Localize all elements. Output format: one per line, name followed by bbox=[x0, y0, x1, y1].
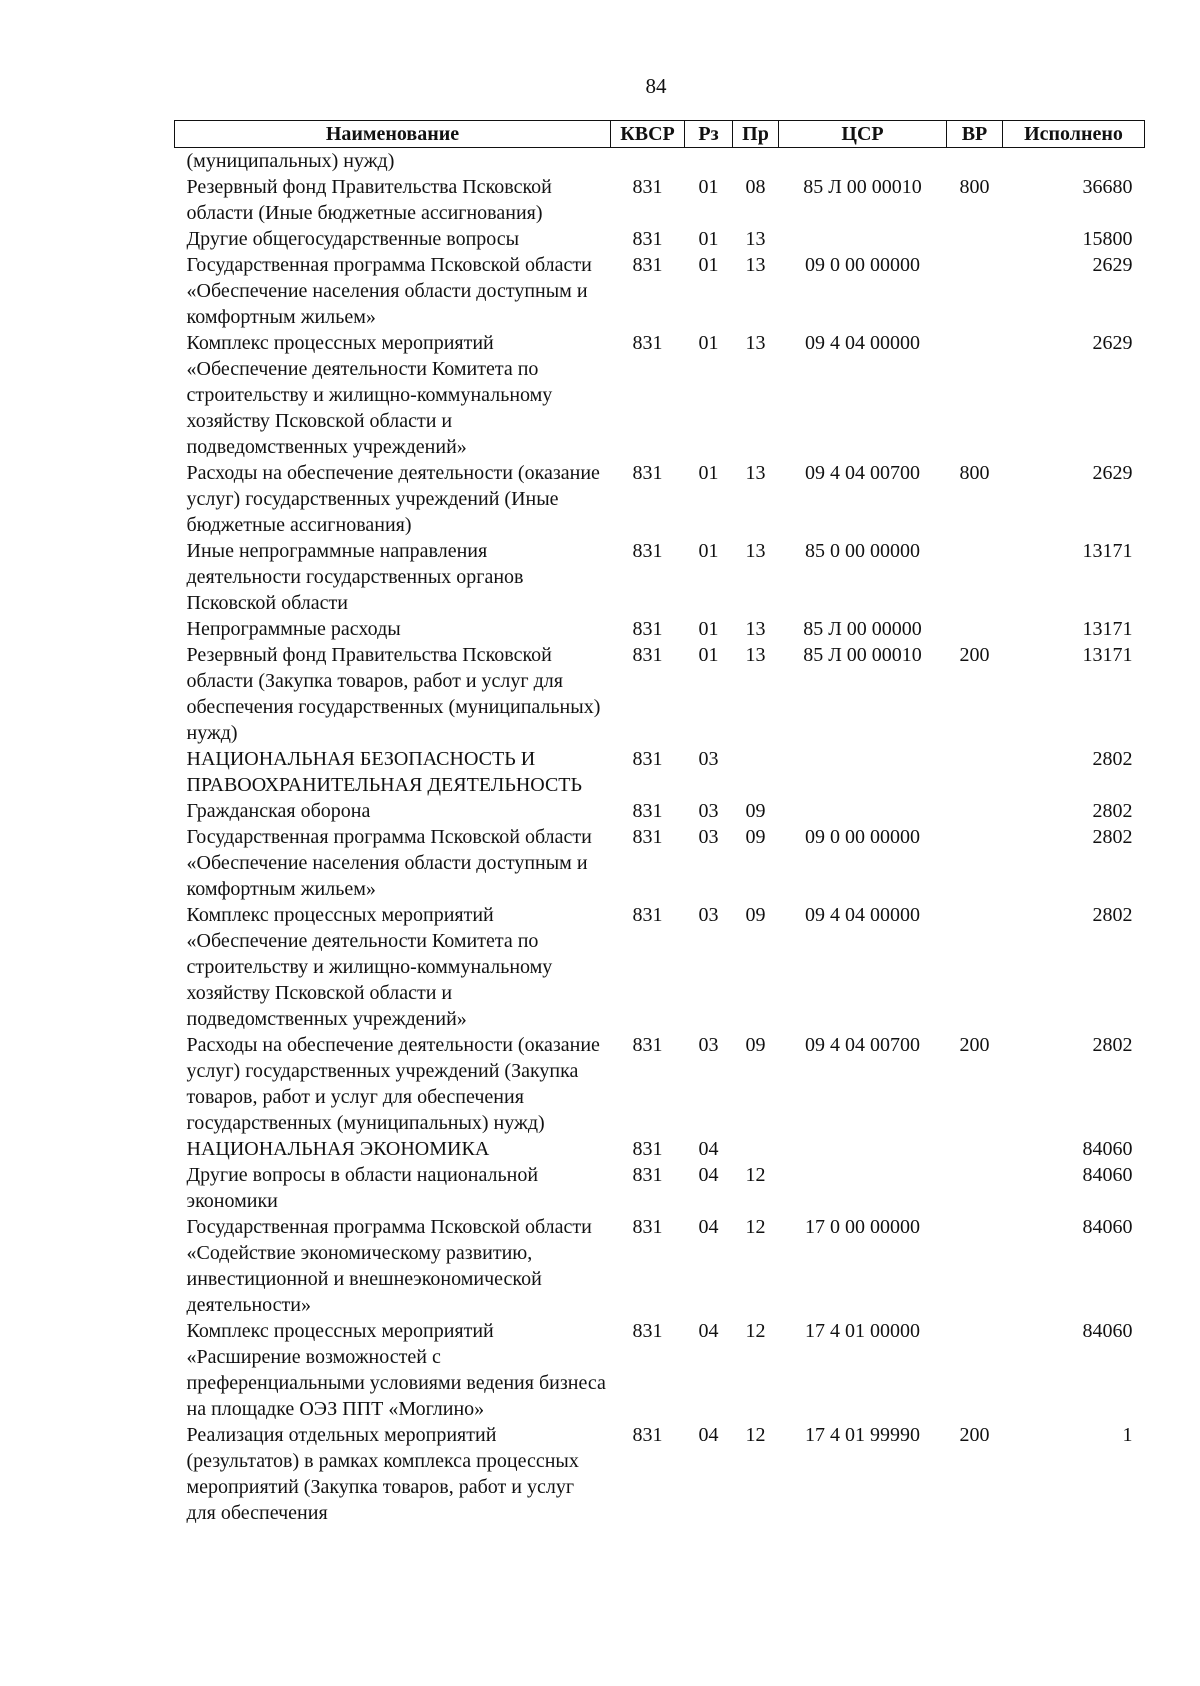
cell-done: 36680 bbox=[1082, 176, 1133, 198]
cell-rz: 01 bbox=[698, 462, 719, 484]
cell-name: Комплекс процессных мероприятий «Обеспечение деятельности Комитета по строительству и жилищно-коммунальному хозяйству Псковской области и подведомственных учреждений» bbox=[186, 904, 553, 1030]
cell-csr bbox=[779, 1162, 947, 1214]
cell-vr: 200 bbox=[959, 644, 990, 666]
cell-rz: 03 bbox=[698, 800, 719, 822]
cell-kvsr: 831 bbox=[632, 332, 663, 354]
cell-kvsr: 831 bbox=[632, 1320, 663, 1342]
cell-vr bbox=[947, 616, 1003, 642]
cell-kvsr: 831 bbox=[632, 176, 663, 198]
cell-name: Иные непрограммные направления деятельности государственных органов Псковской области bbox=[186, 540, 524, 614]
cell-kvsr: 831 bbox=[632, 644, 663, 666]
cell-rz: 03 bbox=[698, 826, 719, 848]
cell-name: Расходы на обеспечение деятельности (оказание услуг) государственных учреждений (Закупка товаров, работ и услуг для обеспечения государственных (муниципальных) нужд) bbox=[186, 1034, 600, 1134]
cell-csr: 09 0 00 00000 bbox=[805, 826, 920, 848]
cell-name: Государственная программа Псковской области «Обеспечение населения области доступным и комфортным жильем» bbox=[186, 826, 592, 900]
cell-rz: 03 bbox=[698, 904, 719, 926]
cell-csr: 09 4 04 00700 bbox=[805, 462, 920, 484]
cell-pr: 12 bbox=[745, 1424, 766, 1446]
table-row bbox=[175, 1162, 1145, 1214]
cell-rz: 04 bbox=[698, 1424, 719, 1446]
cell-name: Другие вопросы в области национальной экономики bbox=[186, 1164, 539, 1212]
cell-kvsr: 831 bbox=[632, 1216, 663, 1238]
cell-name: Государственная программа Псковской области «Содействие экономическому развитию, инвестиционной и внешнеэкономической деятельности» bbox=[186, 1216, 592, 1316]
cell-name: Расходы на обеспечение деятельности (оказание услуг) государственных учреждений (Иные бюджетные ассигнования) bbox=[186, 462, 600, 536]
table-row bbox=[175, 174, 1145, 226]
cell-pr bbox=[733, 148, 779, 175]
cell-pr: 13 bbox=[745, 540, 766, 562]
cell-csr: 09 4 04 00700 bbox=[805, 1034, 920, 1056]
cell-rz: 01 bbox=[698, 228, 719, 250]
cell-csr: 85 Л 00 00000 bbox=[803, 618, 922, 640]
cell-name: Резервный фонд Правительства Псковской области (Иные бюджетные ассигнования) bbox=[186, 176, 552, 224]
cell-vr bbox=[947, 148, 1003, 175]
cell-done: 84060 bbox=[1082, 1320, 1133, 1342]
header-done: Исполнено bbox=[1003, 121, 1145, 148]
budget-table bbox=[174, 120, 1145, 1526]
cell-vr bbox=[947, 1162, 1003, 1214]
cell-kvsr: 831 bbox=[632, 1164, 663, 1186]
cell-kvsr: 831 bbox=[632, 748, 663, 770]
cell-rz: 04 bbox=[698, 1164, 719, 1186]
cell-rz: 03 bbox=[698, 748, 719, 770]
cell-vr bbox=[947, 330, 1003, 460]
table-body bbox=[175, 148, 1145, 1527]
table-row bbox=[175, 798, 1145, 824]
cell-vr bbox=[947, 824, 1003, 902]
cell-name: Непрограммные расходы bbox=[186, 618, 401, 640]
cell-pr: 12 bbox=[745, 1164, 766, 1186]
cell-name: Гражданская оборона bbox=[186, 800, 371, 822]
cell-kvsr: 831 bbox=[632, 904, 663, 926]
cell-done: 84060 bbox=[1082, 1164, 1133, 1186]
cell-pr: 13 bbox=[745, 254, 766, 276]
cell-csr: 17 0 00 00000 bbox=[805, 1216, 920, 1238]
cell-done bbox=[1003, 148, 1145, 175]
cell-pr: 12 bbox=[745, 1320, 766, 1342]
cell-done: 13171 bbox=[1082, 618, 1133, 640]
cell-csr: 17 4 01 00000 bbox=[805, 1320, 920, 1342]
table-row bbox=[175, 1214, 1145, 1318]
table-row bbox=[175, 460, 1145, 538]
table-header-row bbox=[175, 121, 1145, 148]
cell-kvsr: 831 bbox=[632, 1424, 663, 1446]
table-row bbox=[175, 1136, 1145, 1162]
table-row bbox=[175, 642, 1145, 746]
cell-kvsr: 831 bbox=[632, 1138, 663, 1160]
cell-rz: 04 bbox=[698, 1138, 719, 1160]
cell-csr: 09 4 04 00000 bbox=[805, 904, 920, 926]
table-row bbox=[175, 1032, 1145, 1136]
cell-vr bbox=[947, 746, 1003, 798]
cell-done: 2802 bbox=[1092, 826, 1133, 848]
cell-vr bbox=[947, 226, 1003, 252]
cell-pr: 13 bbox=[745, 644, 766, 666]
cell-kvsr: 831 bbox=[632, 826, 663, 848]
cell-name: Комплекс процессных мероприятий «Расширение возможностей с преференциальными условиями ведения бизнеса на площадке ОЭЗ ППТ «Моглино» bbox=[186, 1320, 606, 1420]
cell-done: 2629 bbox=[1092, 332, 1133, 354]
cell-vr: 200 bbox=[959, 1424, 990, 1446]
cell-vr bbox=[947, 1214, 1003, 1318]
cell-done: 13171 bbox=[1082, 540, 1133, 562]
header-vr: ВР bbox=[947, 121, 1003, 148]
cell-rz: 03 bbox=[698, 1034, 719, 1056]
cell-name: НАЦИОНАЛЬНАЯ БЕЗОПАСНОСТЬ И ПРАВООХРАНИТЕЛЬНАЯ ДЕЯТЕЛЬНОСТЬ bbox=[186, 748, 582, 796]
cell-rz bbox=[685, 148, 733, 175]
cell-done: 1 bbox=[1122, 1424, 1133, 1446]
cell-rz: 01 bbox=[698, 254, 719, 276]
table-row bbox=[175, 902, 1145, 1032]
cell-pr: 13 bbox=[745, 332, 766, 354]
cell-vr: 200 bbox=[959, 1034, 990, 1056]
cell-kvsr bbox=[611, 148, 685, 175]
header-kvsr: КВСР bbox=[611, 121, 685, 148]
cell-pr: 13 bbox=[745, 228, 766, 250]
cell-done: 2802 bbox=[1092, 800, 1133, 822]
cell-vr bbox=[947, 252, 1003, 330]
header-rz: Рз bbox=[685, 121, 733, 148]
cell-vr bbox=[947, 798, 1003, 824]
cell-csr bbox=[779, 746, 947, 798]
cell-name: Другие общегосударственные вопросы bbox=[186, 228, 520, 250]
cell-csr bbox=[779, 1136, 947, 1162]
cell-kvsr: 831 bbox=[632, 800, 663, 822]
cell-pr: 09 bbox=[745, 826, 766, 848]
cell-name: Резервный фонд Правительства Псковской области (Закупка товаров, работ и услуг для обеспечения государственных (муниципальных) нужд) bbox=[186, 644, 601, 744]
cell-csr: 85 Л 00 00010 bbox=[803, 644, 922, 666]
table-row bbox=[175, 538, 1145, 616]
table-row bbox=[175, 252, 1145, 330]
cell-kvsr: 831 bbox=[632, 618, 663, 640]
cell-csr bbox=[779, 798, 947, 824]
table-row bbox=[175, 226, 1145, 252]
table-row bbox=[175, 1318, 1145, 1422]
cell-name: (муниципальных) нужд) bbox=[186, 150, 395, 172]
cell-csr bbox=[779, 226, 947, 252]
cell-pr: 08 bbox=[745, 176, 766, 198]
cell-kvsr: 831 bbox=[632, 228, 663, 250]
cell-pr: 09 bbox=[745, 1034, 766, 1056]
page-number: 84 bbox=[645, 74, 667, 98]
cell-done: 15800 bbox=[1082, 228, 1133, 250]
cell-pr: 09 bbox=[745, 904, 766, 926]
cell-csr: 85 Л 00 00010 bbox=[803, 176, 922, 198]
cell-vr bbox=[947, 902, 1003, 1032]
header-csr: ЦСР bbox=[779, 121, 947, 148]
cell-vr bbox=[947, 1318, 1003, 1422]
cell-name: Государственная программа Псковской области «Обеспечение населения области доступным и комфортным жильем» bbox=[186, 254, 592, 328]
cell-pr: 09 bbox=[745, 800, 766, 822]
table-row bbox=[175, 824, 1145, 902]
cell-name: Реализация отдельных мероприятий (результатов) в рамках комплекса процессных мероприятий (Закупка товаров, работ и услуг для обеспечения bbox=[186, 1424, 579, 1524]
cell-csr bbox=[779, 148, 947, 175]
cell-csr: 17 4 01 99990 bbox=[805, 1424, 920, 1446]
cell-done: 2802 bbox=[1092, 904, 1133, 926]
cell-done: 2629 bbox=[1092, 254, 1133, 276]
cell-done: 2802 bbox=[1092, 748, 1133, 770]
cell-kvsr: 831 bbox=[632, 462, 663, 484]
cell-rz: 01 bbox=[698, 332, 719, 354]
cell-pr bbox=[733, 746, 779, 798]
table-row bbox=[175, 148, 1145, 175]
cell-rz: 01 bbox=[698, 644, 719, 666]
cell-pr bbox=[733, 1136, 779, 1162]
cell-done: 84060 bbox=[1082, 1216, 1133, 1238]
cell-rz: 04 bbox=[698, 1216, 719, 1238]
header-pr: Пр bbox=[733, 121, 779, 148]
cell-name: Комплекс процессных мероприятий «Обеспечение деятельности Комитета по строительству и жилищно-коммунальному хозяйству Псковской области и подведомственных учреждений» bbox=[186, 332, 553, 458]
table-row bbox=[175, 746, 1145, 798]
cell-vr: 800 bbox=[959, 462, 990, 484]
cell-csr: 09 4 04 00000 bbox=[805, 332, 920, 354]
cell-kvsr: 831 bbox=[632, 254, 663, 276]
cell-vr: 800 bbox=[959, 176, 990, 198]
cell-rz: 04 bbox=[698, 1320, 719, 1342]
cell-kvsr: 831 bbox=[632, 540, 663, 562]
cell-rz: 01 bbox=[698, 540, 719, 562]
cell-kvsr: 831 bbox=[632, 1034, 663, 1056]
table-row bbox=[175, 616, 1145, 642]
cell-rz: 01 bbox=[698, 618, 719, 640]
cell-rz: 01 bbox=[698, 176, 719, 198]
cell-pr: 13 bbox=[745, 462, 766, 484]
table-row bbox=[175, 330, 1145, 460]
cell-done: 84060 bbox=[1082, 1138, 1133, 1160]
table-row bbox=[175, 1422, 1145, 1526]
header-name: Наименование bbox=[175, 121, 611, 148]
cell-vr bbox=[947, 538, 1003, 616]
cell-name: НАЦИОНАЛЬНАЯ ЭКОНОМИКА bbox=[186, 1138, 490, 1160]
cell-done: 2629 bbox=[1092, 462, 1133, 484]
cell-vr bbox=[947, 1136, 1003, 1162]
cell-done: 2802 bbox=[1092, 1034, 1133, 1056]
cell-pr: 12 bbox=[745, 1216, 766, 1238]
cell-csr: 09 0 00 00000 bbox=[805, 254, 920, 276]
cell-pr: 13 bbox=[745, 618, 766, 640]
cell-done: 13171 bbox=[1082, 644, 1133, 666]
cell-csr: 85 0 00 00000 bbox=[805, 540, 920, 562]
